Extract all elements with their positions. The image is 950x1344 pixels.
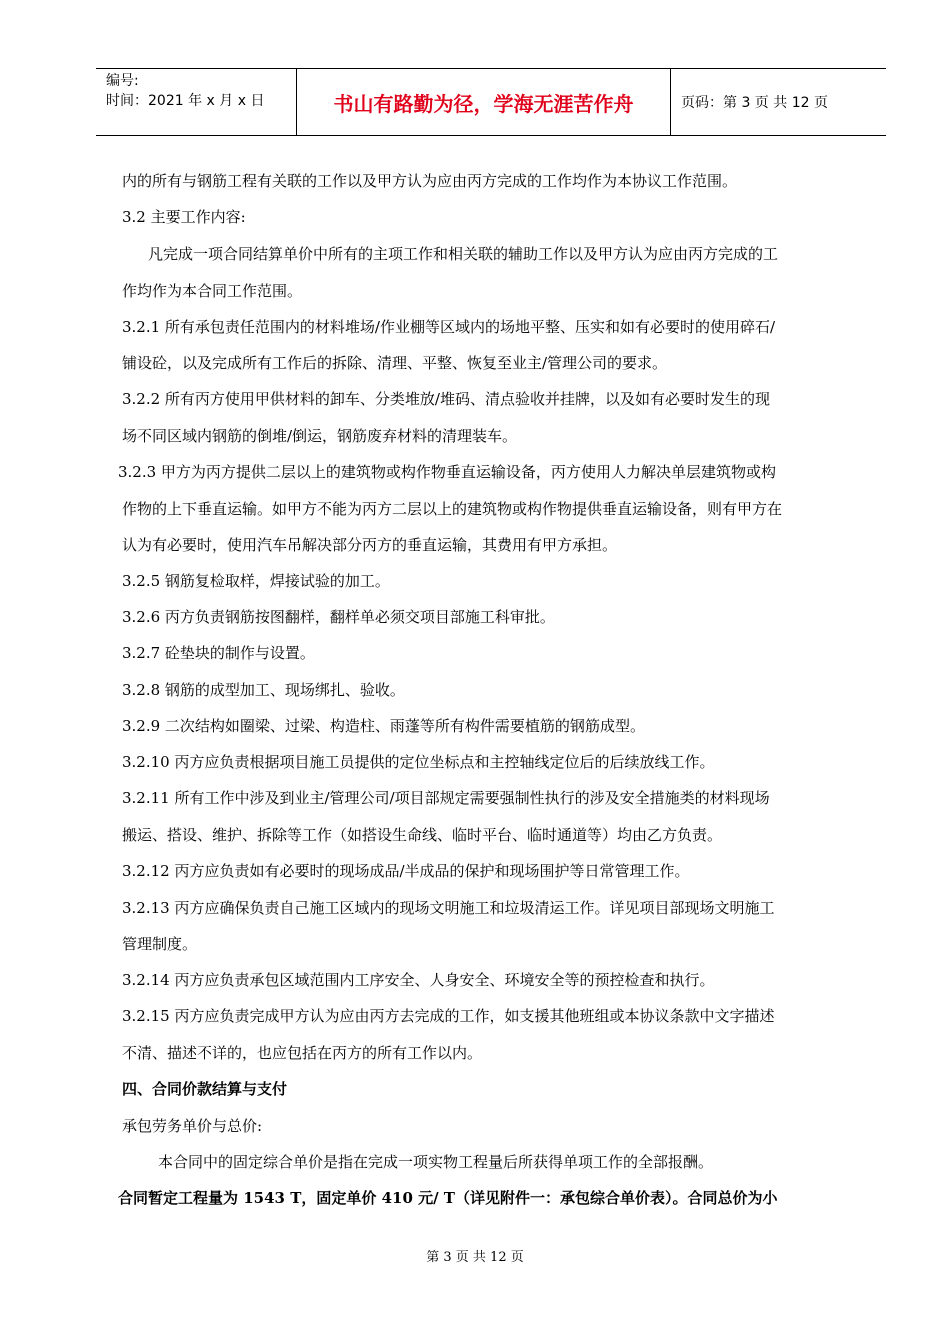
body-line: 本合同中的固定综合单价是指在完成一项实物工程量后所获得单项工作的全部报酬。 [158,1153,714,1171]
body-line: 内的所有与钢筋工程有关联的工作以及甲方认为应由丙方完成的工作均作为本协议工作范围。 [122,172,738,190]
body-line: 搬运、搭设、维护、拆除等工作（如搭设生命线、临时平台、临时通道等）均由乙方负责。 [122,826,723,844]
body-line: 3.2.10 丙方应负责根据项目施工员提供的定位坐标点和主控轴线定位后的后续放线工作。 [122,753,715,771]
body-line: 3.2.2 所有丙方使用甲供材料的卸车、分类堆放/堆码、清点验收并挂牌，以及如有必要时发生的现 [122,390,770,408]
body-line: 3.2.7 砼垫块的制作与设置。 [122,644,315,662]
page-footer: 第 3 页 共 12 页 [426,1250,524,1265]
body-line: 3.2.3 甲方为丙方提供二层以上的建筑物或构作物垂直运输设备，丙方使用人力解决单层建筑物或构 [118,463,776,481]
body-line: 3.2.6 丙方负责钢筋按图翻样，翻样单必须交项目部施工科审批。 [122,608,555,626]
body-line: 3.2.5 钢筋复检取样，焊接试验的加工。 [122,572,390,590]
header-time-label: 时间：2021 年 x 月 x 日 [106,93,265,109]
body-line: 3.2.11 所有工作中涉及到业主/管理公司/项目部规定需要强制性执行的涉及安全措施类的材料现场 [122,789,770,807]
page-header [96,68,886,136]
chapter-heading: 四、合同价款结算与支付 [122,1080,288,1098]
body-line: 3.2.13 丙方应确保负责自己施工区域内的现场文明施工和垃圾清运工作。详见项目部现场文明施工 [122,899,775,917]
body-line: 3.2.9 二次结构如圈梁、过梁、构造柱、雨蓬等所有构件需要植筋的钢筋成型。 [122,717,645,735]
body-line: 凡完成一项合同结算单价中所有的主项工作和相关联的辅助工作以及甲方认为应由丙方完成的工 [148,245,779,263]
header-page-label: 页码：第 3 页 共 12 页 [681,95,828,111]
body-line: 作均作为本合同工作范围。 [122,282,303,300]
body-line: 3.2.8 钢筋的成型加工、现场绑扎、验收。 [122,681,405,699]
body-line: 3.2.15 丙方应负责完成甲方认为应由丙方去完成的工作，如支援其他班组或本协议条款中文字描述 [122,1007,775,1025]
body-line: 3.2.14 丙方应负责承包区域范围内工序安全、人身安全、环境安全等的预控检查和执行。 [122,971,715,989]
section-heading: 3.2 主要工作内容: [122,208,246,226]
body-line: 承包劳务单价与总价: [122,1117,263,1135]
body-line: 铺设砼，以及完成所有工作后的拆除、清理、平整、恢复至业主/管理公司的要求。 [122,354,668,372]
body-line: 认为有必要时，使用汽车吊解决部分丙方的垂直运输，其费用有甲方承担。 [122,536,618,554]
body-line: 场不同区域内钢筋的倒堆/倒运，钢筋废弃材料的清理装车。 [122,427,518,445]
body-line-bold: 合同暂定工程量为 1543 T，固定单价 410 元/ T（详见附件一：承包综合单价表）。合同总价为小 [118,1189,778,1207]
header-code-label: 编号: [106,73,139,89]
header-meta [96,69,297,135]
body-line: 不清、描述不详的，也应包括在丙方的所有工作以内。 [122,1044,483,1062]
body-line: 作物的上下垂直运输。如甲方不能为丙方二层以上的建筑物或构作物提供垂直运输设备，则有甲方在 [122,500,783,518]
body-line: 3.2.12 丙方应负责如有必要时的现场成品/半成品的保护和现场围护等日常管理工作。 [122,862,690,880]
header-motto: 书山有路勤为径，学海无涯苦作舟 [297,69,671,135]
body-line: 3.2.1 所有承包责任范围内的材料堆场/作业棚等区域内的场地平整、压实和如有必要时的使用碎石/ [122,318,776,336]
body-line: 管理制度。 [122,935,198,953]
